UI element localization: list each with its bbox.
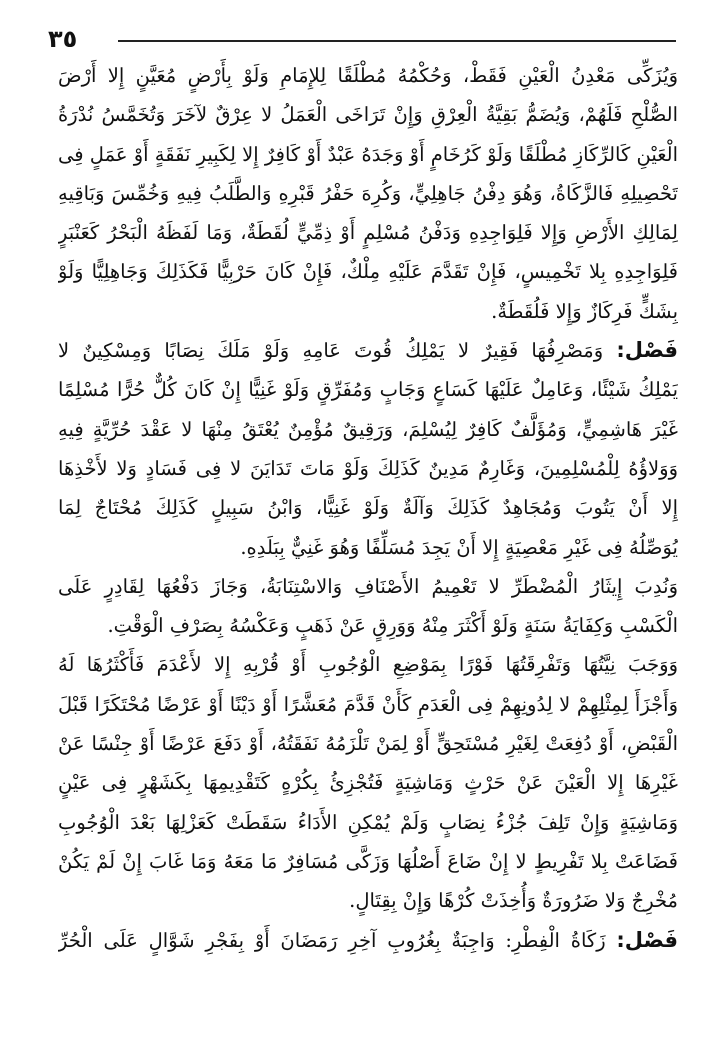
text-line: وَيُزَكِّى مَعْدِنُ الْعَيْنِ فَقَطْ، وَحُكْمُهُ مُطْلَقًا لِلإِمَامِ وَلَوْ بِأَرْضٍ مُعَيَّنٍ إِلا أَرْضَ: [58, 64, 678, 87]
header-rule: [118, 40, 676, 42]
text-line: فَلِوَاجِدِهِ بِلا تَخْمِيسٍ، فَإِنْ تَقَدَّمَ عَلَيْهِ مِلْكٌ، فَإِنْ كَانَ حَرْبِيًّا فَكَذَلِكَ وَجَاهِلِيًّا وَلَوْ: [58, 260, 678, 284]
text-line: فَضَاعَتْ بِلا تَفْرِيطٍ لا إِنْ ضَاعَ أَصْلُهَا وَزَكَّى مُسَافِرٌ مَا مَعَهُ وَمَا غَابَ إِنْ لَمْ يَكُنْ: [58, 849, 678, 873]
text-line: غَيْرِهَا إِلا الْعَيْنَ عَنْ حَرْثٍ وَمَاشِيَةٍ فَتُجْزِئُ بِكُرْهٍ كَتَقْدِيمِهَا بِكَشَهْرٍ فِى عَيْنٍ: [58, 771, 678, 795]
text-line: إِلا أَنْ يَتُوبَ وَمُجَاهِدٌ كَذَلِكَ وَآلَةٌ وَلَوْ غَنِيًّا، وَابْنُ سَبِيلٍ كَذَلِكَ مُحْتَاجٌ لِمَا: [58, 496, 678, 520]
text-line: وَنُدِبَ إِيثَارُ الْمُضْطَرِّ لا تَعْمِيمُ الأَصْنَافِ وَالاسْتِنَابَةُ، وَجَازَ دَفْعُهَا لِقَادِرٍ عَلَى: [58, 574, 678, 598]
text-line: يُوَصِّلُهُ فِى غَيْرِ مَعْصِيَةٍ إِلا أَنْ يَجِدَ مُسَلِّفًا وَهُوَ غَنِيٌّ بِبَلَدِهِ.: [240, 535, 678, 559]
text-line: الْكَسْبِ وَكِفَايَةُ سَنَةٍ وَلَوْ أَكْثَرَ مِنْهُ وَوَرِقٍ عَنْ ذَهَبٍ وَعَكْسُهُ بِصَرْفِ الْوَقْتِ.: [107, 614, 678, 638]
section-heading-line: فَصْل: وَمَصْرِفُهَا فَقِيرٌ لا يَمْلِكُ قُوتَ عَامِهِ وَلَوْ مَلَكَ نِصَابًا وَمِسْكِينٌ لا: [58, 338, 678, 363]
text-line: لِمَالِكِ الأَرْضِ وَإِلا فَلِوَاجِدِهِ وَدَفْنُ مُسْلِمٍ أَوْ ذِمِّيٍّ لُقَطَةٌ، وَمَا لَفَظَهُ الْبَحْرُ كَعَنْبَرٍ: [58, 221, 678, 245]
text-line: وَوَجَبَ نِيَّتُهَا وَتَفْرِقَتُهَا فَوْرًا بِمَوْضِعِ الْوُجُوبِ أَوْ قُرْبِهِ إِلا لأَعْدَمَ فَأَكْثَرُهَا لَهُ: [58, 653, 678, 677]
text-line: بِشَكٍّ فَرِكَازٌ وَإِلا فَلُقَطَةٌ.: [491, 299, 678, 323]
section-label: فَصْل:: [616, 927, 678, 952]
text-line: تَحْصِيلِهِ فَالزَّكَاةُ، وَهُوَ دِفْنُ جَاهِلِيٍّ، وَكُرِهَ حَفْرُ قَبْرِهِ وَالطَّلَبُ فِيهِ وَخُمِّسَ وَبَاقِيهِ: [58, 181, 678, 205]
text-line: وَأَجْزَأَ لِمِثْلِهِمْ لا لِدُونِهِمْ فِى الْعَدَمِ كَأَنْ قَدَّمَ مُعَشَّرًا أَوْ دَيْنًا أَوْ عَرْضًا مُحْتَكَرًا قَبْلَ: [58, 692, 678, 716]
text-line: الْقَبْضِ، أَوْ دُفِعَتْ لِغَيْرِ مُسْتَحِقٍّ أَوْ لِمَنْ تَلْزَمُهُ نَفَقَتُهُ، أَوْ دَفَعَ عَرْضًا أَوْ جِنْسًا عَنْ: [58, 732, 678, 756]
page-number: ٣٥: [48, 25, 78, 53]
text-line: مُخْرِجٌ وَلا ضَرُورَةٌ وَأُخِذَتْ كُرْهًا وَإِنْ بِقِتَالٍ.: [349, 889, 678, 913]
text-line: وَوَلاؤُهُ لِلْمُسْلِمِينَ، وَغَارِمٌ مَدِينٌ كَذَلِكَ وَلَوْ مَاتَ تَدَايَنَ لا فِى فَسَادٍ وَلا لأَخْذِهَا: [58, 456, 678, 480]
section-heading-line: فَصْل: زَكَاةُ الْفِطْرِ: وَاجِبَةٌ بِغُرُوبِ آخِرِ رَمَضَانَ أَوْ بِفَجْرِ شَوَّالٍ عَلَى الْحُرِّ: [58, 927, 678, 952]
text-line: يَمْلِكُ شَيْئًا، وَعَامِلٌ عَلَيْهَا كَسَاعٍ وَجَابٍ وَمُفَرِّقٍ وَلَوْ غَنِيًّا إِنْ كَانَ كُلٌّ حُرًّا مُسْلِمًا: [58, 378, 678, 402]
text-line: الصُّلْحِ فَلَهُمْ، وَيُضَمُّ بَقِيَّةُ الْعِرْقِ وَإِنْ تَرَاخَى الْعَمَلُ لا عِرْقٌ لآخَرَ وَتُخَمَّسُ نُدْرَةُ: [58, 103, 678, 127]
text-line: غَيْرَ هَاشِمِيٍّ، وَمُؤَلَّفٌ كَافِرٌ لِيُسْلِمَ، وَرَقِيقٌ مُؤْمِنٌ يُعْتَقُ مِنْهَا لا عَقْدَ حُرِّيَّةٍ فِيهِ: [58, 417, 678, 441]
text-line: الْعَيْنِ كَالرِّكَازِ مُطْلَقًا وَلَوْ كَرُخَامٍ أَوْ وَجَدَهُ عَبْدٌ أَوْ كَافِرٌ إِلا لِكَبِيرِ نَفَقَةٍ أَوْ عَمَلٍ فِى: [58, 142, 678, 166]
section-label: فَصْل:: [616, 338, 678, 363]
body-text: [58, 56, 678, 960]
text-line: وَمَاشِيَةٍ وَإِنْ تَلِفَ جُزْءُ نِصَابٍ وَلَمْ يُمْكِنِ الأَدَاءُ سَقَطَتْ كَعَزْلِهَا بَعْدَ الْوُجُوبِ: [58, 810, 678, 834]
